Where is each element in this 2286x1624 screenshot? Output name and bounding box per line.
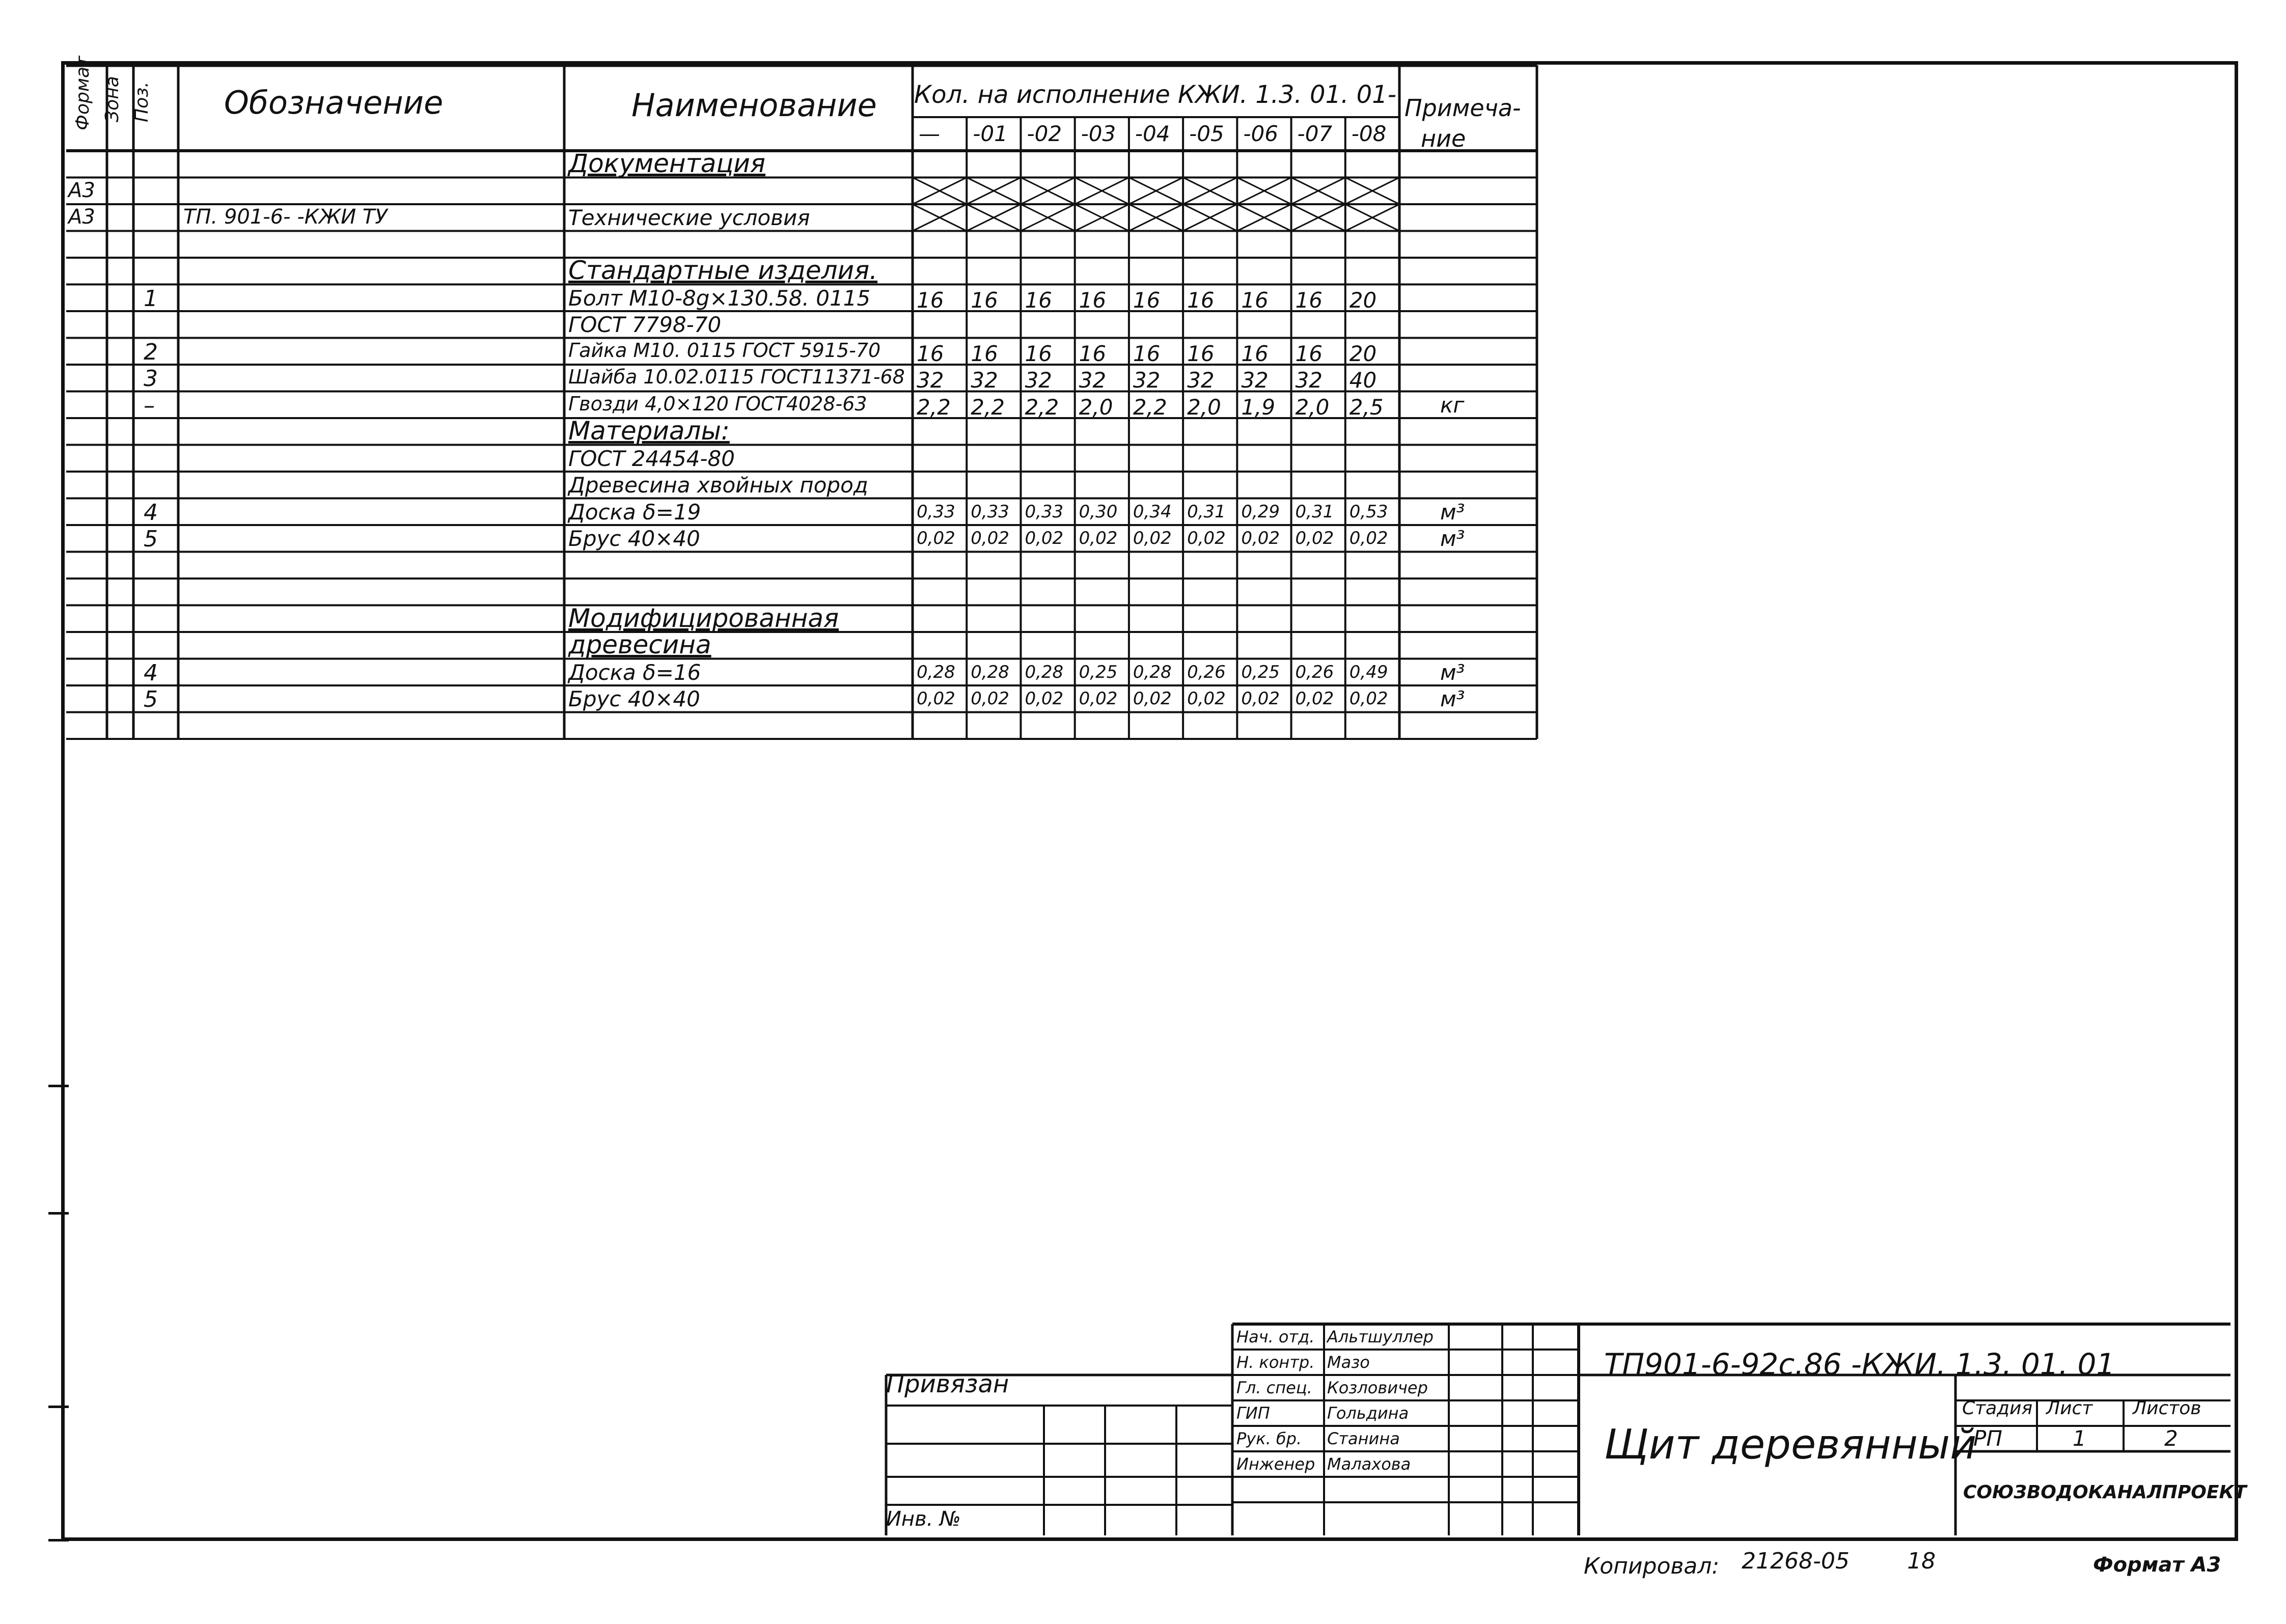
row-qty-value: 0,02	[971, 528, 1009, 548]
format-label: Формат А3	[2093, 1553, 2221, 1577]
row-qty-value: 2,2	[1133, 394, 1167, 420]
variant-label: -06	[1243, 121, 1278, 146]
signature-role: Н. контр.	[1236, 1353, 1315, 1372]
row-position: 3	[144, 366, 158, 392]
signature-role: ГИП	[1236, 1403, 1270, 1423]
header-qty: Кол. на исполнение КЖИ. 1.3. 01. 01-	[914, 80, 1397, 109]
row-qty-value: 32	[917, 368, 944, 393]
header-pos: Поз.	[131, 81, 152, 122]
row-name: Шайба 10.02.0115 ГОСТ11371-68	[568, 366, 905, 388]
document-code: ТП901-6-92с.86 -КЖИ. 1.3. 01. 01	[1604, 1347, 2115, 1382]
row-qty-value: 0,31	[1187, 501, 1226, 522]
row-qty-value: 0,02	[1295, 528, 1334, 548]
header-format: Формат	[72, 56, 93, 130]
row-qty-value: 16	[971, 341, 998, 366]
row-qty-value: 0,02	[1241, 528, 1280, 548]
header-note-2: ние	[1421, 125, 1466, 152]
row-name: Документация	[568, 149, 765, 178]
row-qty-value: 32	[1295, 368, 1323, 393]
signature-name: Козловичер	[1327, 1378, 1428, 1397]
row-qty-value: 16	[971, 287, 998, 313]
row-qty-value: 2,5	[1349, 394, 1384, 420]
row-name: ГОСТ 24454-80	[568, 446, 735, 471]
privyazan-label: Привязан	[886, 1370, 1009, 1398]
row-position: 4	[144, 499, 158, 526]
row-name: Материалы:	[568, 416, 730, 446]
header-note-1: Примеча-	[1404, 94, 1521, 122]
sheet-value: 1	[2073, 1426, 2086, 1451]
row-qty-value: 0,29	[1241, 501, 1280, 522]
variant-label: -08	[1351, 121, 1387, 146]
row-qty-value: 16	[1187, 287, 1215, 313]
row-qty-value: 2,2	[1025, 394, 1059, 420]
row-qty-value: 0,31	[1295, 501, 1334, 522]
header-name: Наименование	[631, 87, 877, 124]
row-qty-value: 16	[1133, 287, 1161, 313]
row-qty-value: 16	[1079, 341, 1107, 366]
row-name: древесина	[568, 630, 711, 659]
row-name: Брус 40×40	[568, 686, 700, 711]
row-qty-value: 0,02	[1349, 689, 1388, 709]
row-qty-value: 0,33	[1025, 501, 1064, 522]
sheets-value: 2	[2164, 1426, 2178, 1451]
row-name: Доска δ=16	[568, 659, 701, 685]
row-qty-value: 2,0	[1187, 394, 1221, 420]
row-position: –	[144, 392, 155, 419]
row-qty-value: 32	[1241, 368, 1269, 393]
row-qty-value: 2,0	[1295, 394, 1330, 420]
row-qty-value: 0,25	[1079, 662, 1118, 682]
row-qty-value: 0,26	[1295, 662, 1334, 682]
row-qty-value: 16	[1025, 341, 1052, 366]
row-position: 5	[144, 526, 158, 552]
signature-name: Альтшуллер	[1327, 1327, 1434, 1346]
variant-label: —	[919, 121, 940, 146]
row-name: Брус 40×40	[568, 526, 700, 551]
row-qty-value: 0,28	[971, 662, 1009, 682]
row-format: А3	[68, 178, 95, 202]
row-name: ГОСТ 7798-70	[568, 312, 722, 337]
row-qty-value: 40	[1349, 368, 1377, 393]
variant-label: -05	[1189, 121, 1224, 146]
row-note: м³	[1440, 686, 1465, 711]
row-qty-value: 0,02	[1295, 689, 1334, 709]
row-qty-value: 0,02	[971, 689, 1009, 709]
row-name: Древесина хвойных пород	[568, 473, 868, 498]
document-title: Щит деревянный	[1604, 1421, 1977, 1468]
row-qty-value: 0,02	[1241, 689, 1280, 709]
row-format: А3	[68, 205, 95, 229]
stage-label: Стадия	[1962, 1398, 2033, 1419]
row-qty-value: 16	[1187, 341, 1215, 366]
variant-label: -07	[1297, 121, 1333, 146]
row-qty-value: 16	[1241, 287, 1269, 313]
row-qty-value: 0,28	[917, 662, 955, 682]
row-qty-value: 0,02	[1079, 689, 1118, 709]
organization: СОЮЗВОДОКАНАЛПРОЕКТ	[1963, 1482, 2247, 1503]
row-qty-value: 0,02	[1349, 528, 1388, 548]
row-qty-value: 1,9	[1241, 394, 1276, 420]
row-name: Гвозди 4,0×120 ГОСТ4028-63	[568, 392, 867, 415]
row-qty-value: 2,2	[971, 394, 1005, 420]
row-qty-value: 0,26	[1187, 662, 1226, 682]
row-qty-value: 2,2	[917, 394, 951, 420]
header-zone: Зона	[102, 76, 123, 122]
row-qty-value: 0,49	[1349, 662, 1388, 682]
row-qty-value: 0,02	[917, 528, 955, 548]
row-qty-value: 16	[1079, 287, 1107, 313]
row-qty-value: 0,02	[917, 689, 955, 709]
row-qty-value: 0,33	[971, 501, 1009, 522]
row-note: м³	[1440, 499, 1465, 525]
row-qty-value: 0,25	[1241, 662, 1280, 682]
row-qty-value: 32	[971, 368, 998, 393]
row-qty-value: 16	[1295, 287, 1323, 313]
signature-name: Гольдина	[1327, 1403, 1409, 1423]
row-qty-value: 2,0	[1079, 394, 1113, 420]
row-position: 4	[144, 659, 158, 686]
inv-no-label: Инв. №	[886, 1507, 961, 1531]
row-qty-value: 0,30	[1079, 501, 1118, 522]
row-qty-value: 32	[1079, 368, 1107, 393]
row-qty-value: 0,02	[1133, 689, 1172, 709]
header-designation: Обозначение	[224, 84, 444, 121]
row-qty-value: 0,53	[1349, 501, 1388, 522]
row-designation: ТП. 901-6- -КЖИ ТУ	[183, 205, 388, 229]
sheet-label: Лист	[2046, 1398, 2093, 1419]
signature-role: Нач. отд.	[1236, 1327, 1315, 1346]
row-qty-value: 20	[1349, 341, 1377, 366]
signature-name: Мазо	[1327, 1353, 1370, 1372]
row-name: Болт М10-8g×130.58. 0115	[568, 285, 871, 311]
row-qty-value: 0,02	[1025, 689, 1064, 709]
row-qty-value: 0,34	[1133, 501, 1172, 522]
stage-value: РП	[1973, 1426, 2002, 1451]
row-qty-value: 0,28	[1133, 662, 1172, 682]
page-number: 18	[1907, 1548, 1936, 1574]
row-qty-value: 0,33	[917, 501, 955, 522]
row-qty-value: 0,28	[1025, 662, 1064, 682]
variant-label: -01	[973, 121, 1008, 146]
row-qty-value: 16	[1133, 341, 1161, 366]
row-qty-value: 16	[917, 287, 944, 313]
row-note: м³	[1440, 659, 1465, 685]
row-position: 5	[144, 686, 158, 712]
signature-role: Гл. спец.	[1236, 1378, 1312, 1397]
row-note: кг	[1440, 392, 1465, 418]
variant-label: -04	[1135, 121, 1170, 146]
row-qty-value: 16	[917, 341, 944, 366]
row-qty-value: 0,02	[1079, 528, 1118, 548]
row-qty-value: 0,02	[1187, 528, 1226, 548]
row-qty-value: 20	[1349, 287, 1377, 313]
row-name: Доска δ=19	[568, 499, 701, 525]
row-name: Стандартные изделия.	[568, 256, 878, 285]
row-position: 2	[144, 339, 158, 365]
row-name: Гайка М10. 0115 ГОСТ 5915-70	[568, 339, 881, 362]
row-qty-value: 0,02	[1025, 528, 1064, 548]
row-name: Модифицированная	[568, 603, 839, 633]
row-qty-value: 0,02	[1133, 528, 1172, 548]
row-qty-value: 16	[1295, 341, 1323, 366]
row-qty-value: 32	[1187, 368, 1215, 393]
row-qty-value: 32	[1025, 368, 1052, 393]
signature-role: Инженер	[1236, 1454, 1315, 1474]
sheets-label: Листов	[2133, 1398, 2201, 1419]
row-qty-value: 32	[1133, 368, 1161, 393]
signature-name: Малахова	[1327, 1454, 1411, 1474]
variant-label: -02	[1027, 121, 1062, 146]
row-name: Технические условия	[568, 205, 810, 230]
copy-number: 21268-05	[1742, 1548, 1850, 1574]
row-position: 1	[144, 285, 158, 312]
row-qty-value: 16	[1241, 341, 1269, 366]
row-note: м³	[1440, 526, 1465, 551]
row-qty-value: 16	[1025, 287, 1052, 313]
signature-role: Рук. бр.	[1236, 1429, 1302, 1448]
signature-name: Станина	[1327, 1429, 1400, 1448]
variant-label: -03	[1081, 121, 1116, 146]
row-qty-value: 0,02	[1187, 689, 1226, 709]
copied-label: Копировал:	[1584, 1553, 1720, 1579]
